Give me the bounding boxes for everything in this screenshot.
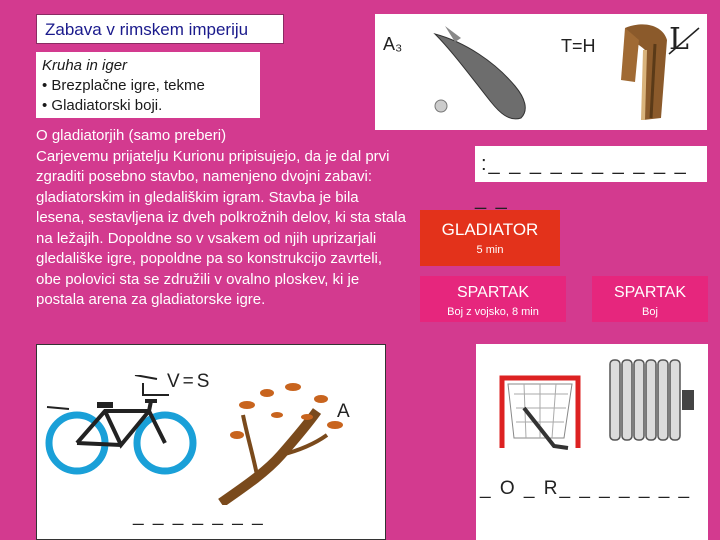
- rebus-label-l: L: [669, 22, 689, 57]
- gladiator-button-label: GLADIATOR: [441, 220, 539, 239]
- stingray-icon: [425, 22, 545, 126]
- subtitle-item: • Gladiatorski boji.: [42, 97, 163, 114]
- autumn-branch-icon: [217, 375, 357, 505]
- gladiator-button-sub: 5 min: [476, 244, 504, 256]
- answer-input[interactable]: :_ _ _ _ _ _ _ _ _ _: [475, 146, 707, 182]
- spartak-fight-label: SPARTAK: [613, 284, 687, 301]
- spartak-army-label: SPARTAK: [456, 284, 530, 301]
- radiator-icon: [604, 350, 700, 446]
- rebus-label-t: T=H: [561, 36, 596, 56]
- page-title: Zabava v rimskem imperiju: [36, 14, 284, 44]
- answer-blanks-2: _ _: [475, 188, 509, 210]
- spartak-army-sub: Boj z vojsko, 8 min: [447, 306, 539, 318]
- subtitle-box: [36, 52, 260, 118]
- rebus-blanks-right: _ O _ R_ _ _ _ _ _ _: [480, 478, 692, 499]
- gladiator-button[interactable]: [420, 210, 560, 266]
- rebus-bottom-right-panel: [476, 344, 708, 540]
- rebus-label-a-bottom: A: [337, 401, 350, 422]
- cross-out-icon: [667, 26, 701, 56]
- subtitle-heading: Kruha in iger: [42, 57, 128, 74]
- spartak-fight-button[interactable]: [592, 276, 708, 322]
- rebus-label-a: A₃: [383, 34, 403, 54]
- rebus-label-vs: V=S: [167, 371, 213, 392]
- rebus-top-panel: [375, 14, 707, 130]
- body-paragraph: Carjevemu prijatelju Kurionu pripisujejo, da je dal prvi zgraditi posebno stavbo, namenjeno dvojni zabavi: gladiatorskim in gledališkim igram. Stavba je bila lesena, sestavljena iz dveh polkrožnih delov, ki sta stala na ležajih. Dopoldne so v vsakem od njih uprizarjali gledališke igre, popoldne pa so konstrukcijo zavrteli, obe polovici sta se združili v ovalno ploskev, ki je postala arena za gladiatorske igre.: [36, 147, 406, 308]
- rebus-bottom-left-panel: [36, 344, 386, 540]
- body-text: [36, 126, 406, 311]
- spartak-army-button[interactable]: [420, 276, 566, 322]
- scarf-icon: [615, 20, 675, 124]
- rebus-blanks-left: _ _ _ _ _ _ _: [133, 505, 265, 526]
- arrow-icon: [141, 381, 171, 397]
- body-heading: O gladiatorjih (samo preberi): [36, 127, 227, 144]
- hockey-goal-icon: [494, 368, 586, 452]
- subtitle-item: • Brezplačne igre, tekme: [42, 77, 205, 94]
- spartak-fight-sub: Boj: [642, 306, 658, 318]
